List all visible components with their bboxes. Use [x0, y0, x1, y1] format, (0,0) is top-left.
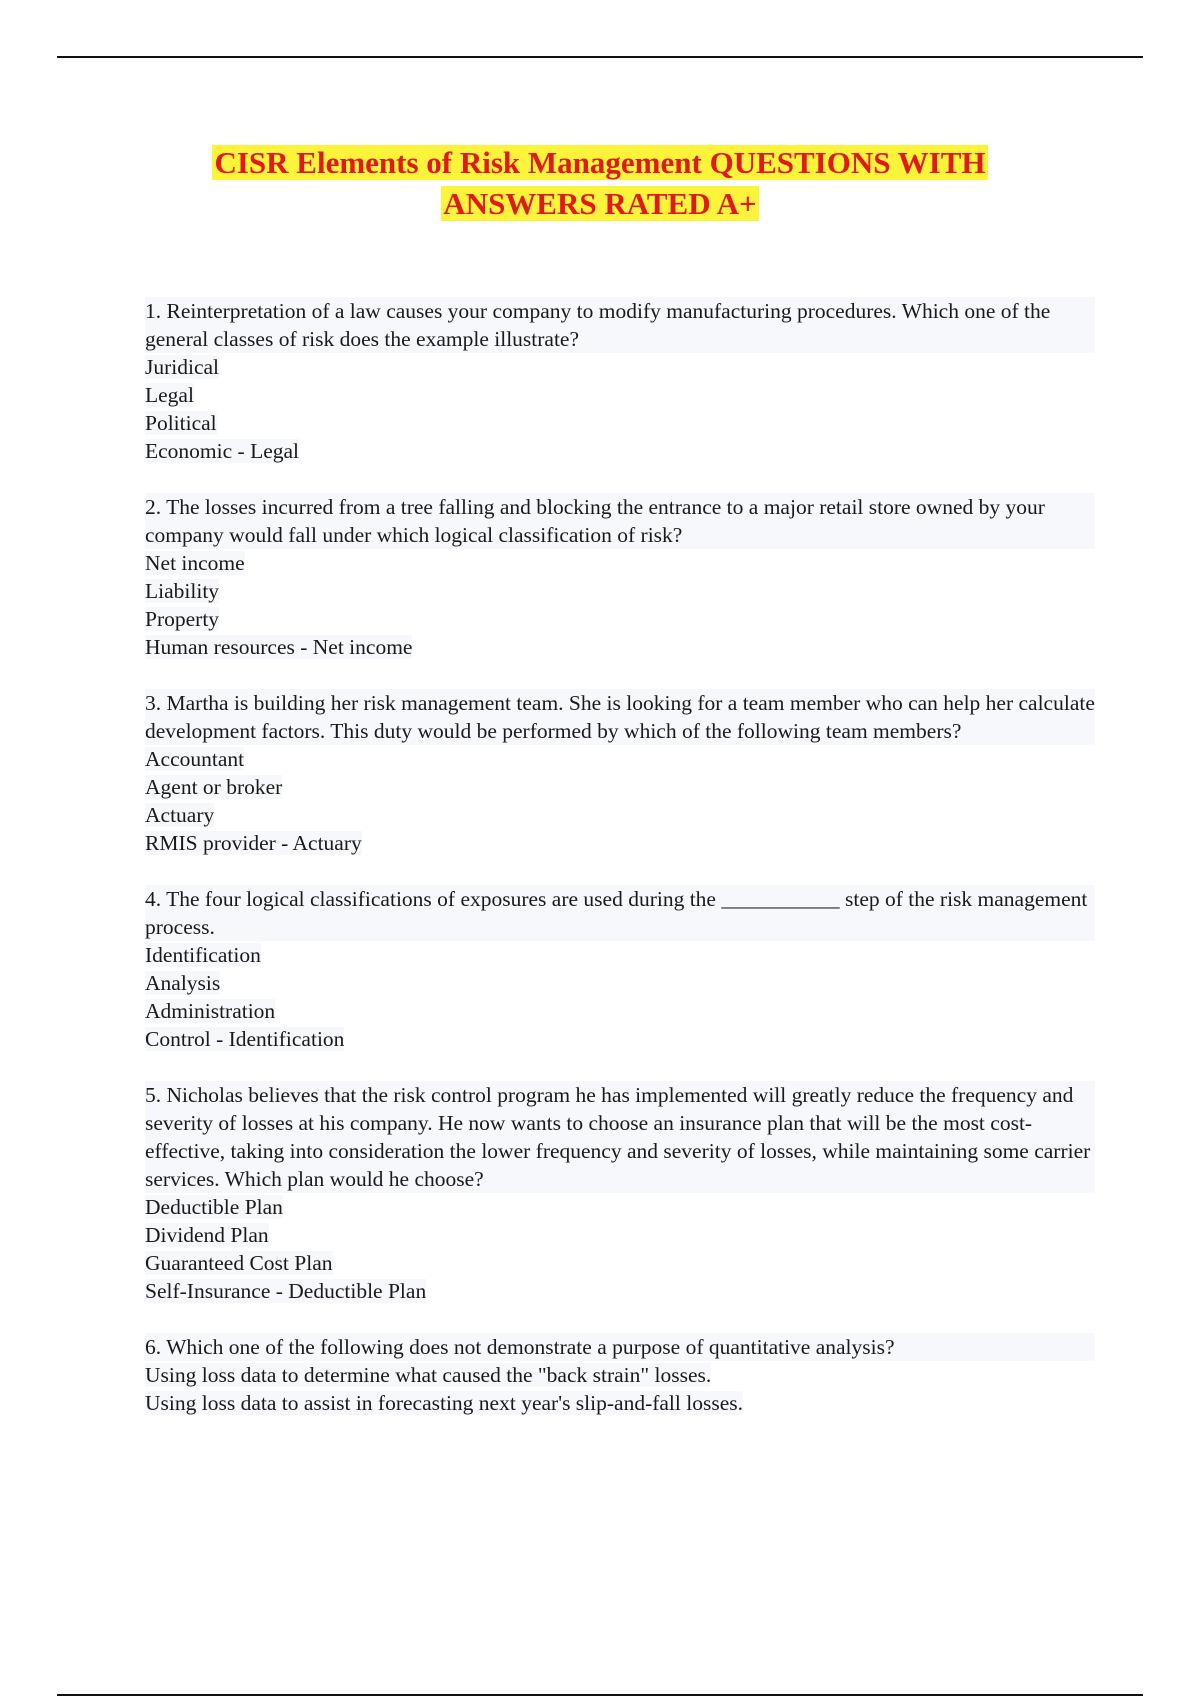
- question-text: 5. Nicholas believes that the risk control program he has implemented will greatly reduce the frequency and severity of losses at his company. He now wants to choose an insurance plan that will be the most cost-effective, taking into consideration the lower frequency and severity of losses, while maintaining some carrier services. Which plan would he choose?: [145, 1081, 1095, 1193]
- answer-option: RMIS provider - Actuary: [145, 831, 362, 855]
- answer-option: Analysis: [145, 971, 221, 995]
- question-1: [145, 297, 1095, 465]
- answer-option: Deductible Plan: [145, 1195, 283, 1219]
- answer-option: Property: [145, 607, 220, 631]
- title-line-2: ANSWERS RATED A+: [443, 186, 757, 221]
- answer-option: Juridical: [145, 355, 220, 379]
- answer-option: Dividend Plan: [145, 1223, 269, 1247]
- answer-option: Political: [145, 411, 217, 435]
- answer-option: Accountant: [145, 747, 245, 771]
- question-text: 1. Reinterpretation of a law causes your company to modify manufacturing procedures. Which one of the general classes of risk does the example illustrate?: [145, 297, 1095, 353]
- answer-option: Economic - Legal: [145, 439, 300, 463]
- question-4: [145, 885, 1095, 1053]
- answer-option: Administration: [145, 999, 276, 1023]
- answer-option: Liability: [145, 579, 220, 603]
- questions-list: [145, 297, 1095, 1445]
- bottom-rule: [57, 1694, 1143, 1696]
- question-2: [145, 493, 1095, 661]
- question-text: 3. Martha is building her risk management team. She is looking for a team member who can help her calculate development factors. This duty would be performed by which of the following team members?: [145, 691, 1095, 743]
- answer-option: Using loss data to assist in forecasting next year's slip-and-fall losses.: [145, 1391, 744, 1415]
- question-3: [145, 689, 1095, 857]
- question-text: 4. The four logical classifications of exposures are used during the ___________ step of the risk management process.: [145, 885, 1095, 941]
- answer-option: Self-Insurance - Deductible Plan: [145, 1279, 427, 1303]
- document-title: [0, 142, 1200, 224]
- answer-option: Net income: [145, 551, 245, 575]
- answer-option: Legal: [145, 383, 194, 407]
- answer-option: Human resources - Net income: [145, 635, 413, 659]
- question-5: [145, 1081, 1095, 1305]
- answer-option: Agent or broker: [145, 775, 283, 799]
- answer-option: Using loss data to determine what caused the "back strain" losses.: [145, 1363, 712, 1387]
- answer-option: Actuary: [145, 803, 215, 827]
- top-rule: [57, 56, 1143, 58]
- title-line-1: CISR Elements of Risk Management QUESTIONS WITH: [214, 145, 986, 180]
- answer-option: Control - Identification: [145, 1027, 345, 1051]
- question-text: 2. The losses incurred from a tree falling and blocking the entrance to a major retail store owned by your company would fall under which logical classification of risk?: [145, 493, 1095, 549]
- question-text: 6. Which one of the following does not demonstrate a purpose of quantitative analysis?: [145, 1333, 1095, 1361]
- answer-option: Guaranteed Cost Plan: [145, 1251, 333, 1275]
- answer-option: Identification: [145, 943, 261, 967]
- question-6: [145, 1333, 1095, 1417]
